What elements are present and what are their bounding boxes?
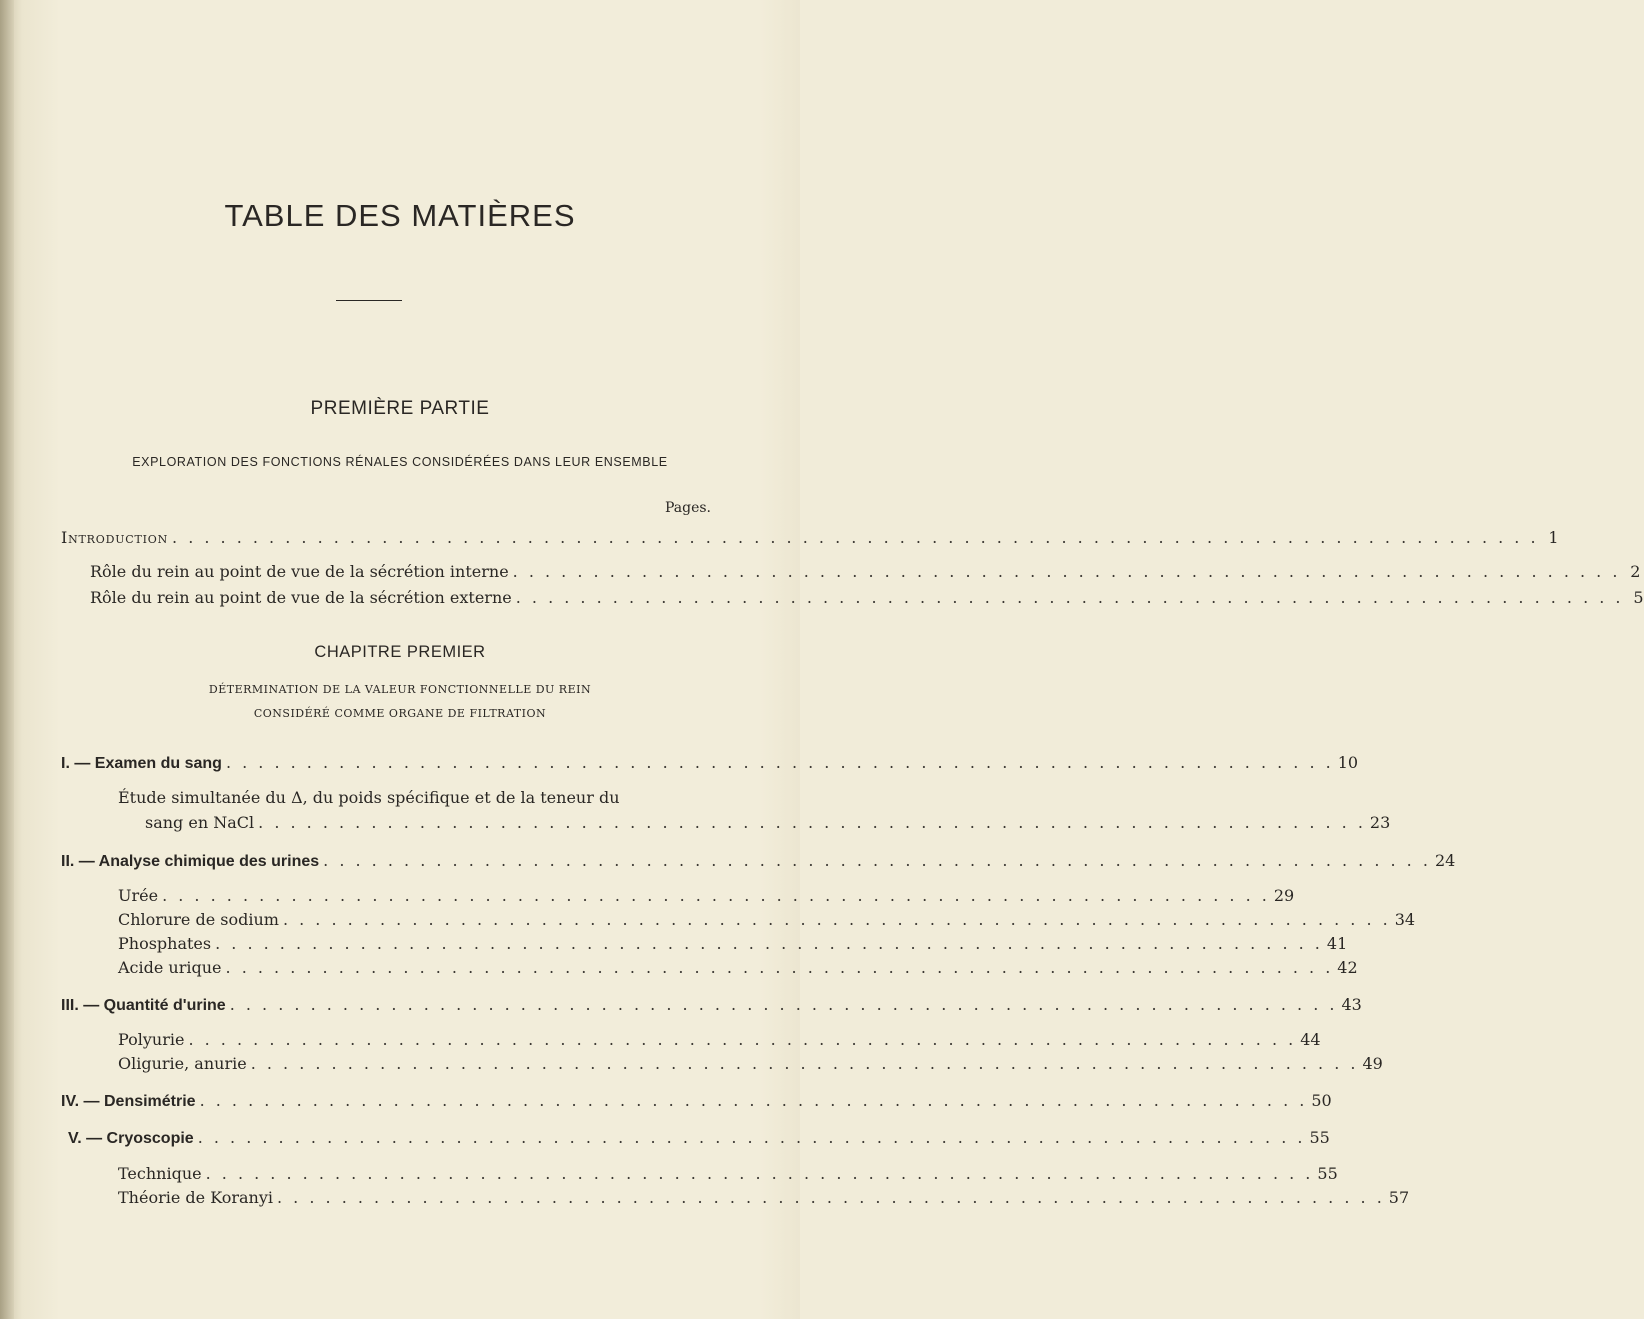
toc-entry-text: Rôle du rein au point de vue de la sécrétion externe <box>90 588 512 607</box>
toc-page-number: 24 <box>1434 851 1456 870</box>
toc-page-number: 23 <box>1369 813 1391 832</box>
chapter-title: CHAPITRE PREMIER <box>314 643 486 661</box>
toc-page-number: 2 <box>1630 562 1641 581</box>
toc-entry <box>90 562 1641 581</box>
leader-dots: . . . . . . . . . . . . . . . . . . . . . . . . . . . . . . . . . . . . . . . . . . . . . . . . . . . . . . . . . . . . . . . . . . . . . <box>229 995 1338 1014</box>
leader-dots: . . . . . . . . . . . . . . . . . . . . . . . . . . . . . . . . . . . . . . . . . . . . . . . . . . . . . . . . . . . . . . . . . . . . . <box>188 1030 1297 1049</box>
toc-entry-text: Acide urique <box>118 958 222 977</box>
pages-column-label: Pages. <box>664 500 711 516</box>
leader-dots: . . . . . . . . . . . . . . . . . . . . . . . . . . . . . . . . . . . . . . . . . . . . . . . . . . . . . . . . . . . . . . . . . . . . . <box>199 1091 1308 1110</box>
toc-page-number: 42 <box>1337 958 1358 977</box>
leader-dots: . . . . . . . . . . . . . . . . . . . . . . . . . . . . . . . . . . . . . . . . . . . . . . . . . . . . . . . . . . . . . . . . . . . . . <box>197 1128 1306 1147</box>
toc-entry <box>118 886 1295 905</box>
toc-section-entry <box>61 753 1359 773</box>
toc-entry-text: III. — Quantité d'urine <box>61 997 226 1014</box>
leader-dots: . . . . . . . . . . . . . . . . . . . . . . . . . . . . . . . . . . . . . . . . . . . . . . . . . . . . . . . . . . . . . . . . . . . . . . . . . . . . . . . . . . . . . <box>172 528 1539 547</box>
page-title: TABLE DES MATIÈRES <box>224 198 576 233</box>
toc-entry-text: Urée <box>118 886 159 905</box>
toc-entry <box>145 813 1391 832</box>
chapter-subtitle: DÉTERMINATION DE LA VALEUR FONCTIONNELLE DU REIN <box>208 683 592 696</box>
leader-dots: . . . . . . . . . . . . . . . . . . . . . . . . . . . . . . . . . . . . . . . . . . . . . . . . . . . . . . . . . . . . . . . . . . . . . <box>512 562 1621 581</box>
leader-dots: . . . . . . . . . . . . . . . . . . . . . . . . . . . . . . . . . . . . . . . . . . . . . . . . . . . . . . . . . . . . . . . . . . . . . <box>282 910 1391 929</box>
title-rule <box>336 300 402 301</box>
leader-dots: . . . . . . . . . . . . . . . . . . . . . . . . . . . . . . . . . . . . . . . . . . . . . . . . . . . . . . . . . . . . . . . . . . . . . <box>250 1054 1359 1073</box>
toc-entry <box>118 934 1348 953</box>
toc-section-entry <box>61 995 1362 1015</box>
toc-entry <box>90 588 1644 607</box>
toc-entry-text: Polyurie <box>118 1030 185 1049</box>
toc-entry-text: Introduction <box>61 528 169 547</box>
toc-entry-text: Théorie de Koranyi <box>118 1188 273 1207</box>
leader-dots: . . . . . . . . . . . . . . . . . . . . . . . . . . . . . . . . . . . . . . . . . . . . . . . . . . . . . . . . . . . . . . . . . . . . . <box>225 958 1334 977</box>
toc-section-entry <box>61 1091 1332 1111</box>
toc-page-number: 41 <box>1326 934 1348 953</box>
toc-page-number: 57 <box>1388 1188 1410 1207</box>
toc-entry-text: Chlorure de sodium <box>118 910 279 929</box>
chapter-subtitle: CONSIDÉRÉ COMME ORGANE DE FILTRATION <box>253 707 547 720</box>
toc-entry <box>118 1030 1321 1049</box>
toc-entry-text: II. — Analyse chimique des urines <box>61 853 320 870</box>
toc-entry-text: Oligurie, anurie <box>118 1054 247 1073</box>
toc-page-number: 34 <box>1394 910 1416 929</box>
toc-entry-text: V. — Cryoscopie <box>68 1130 194 1147</box>
toc-page-number: 55 <box>1317 1164 1338 1183</box>
leader-dots: . . . . . . . . . . . . . . . . . . . . . . . . . . . . . . . . . . . . . . . . . . . . . . . . . . . . . . . . . . . . . . . . . . . . . <box>515 588 1624 607</box>
toc-entry-text: I. — Examen du sang <box>61 755 222 772</box>
toc-section-entry <box>61 851 1456 871</box>
toc-page-number: 1 <box>1548 528 1559 547</box>
toc-entry <box>118 910 1416 929</box>
leader-dots: . . . . . . . . . . . . . . . . . . . . . . . . . . . . . . . . . . . . . . . . . . . . . . . . . . . . . . . . . . . . . . . . . . . . . <box>258 813 1366 832</box>
toc-page-number: 49 <box>1362 1054 1383 1073</box>
toc-entry-text: Rôle du rein au point de vue de la sécrétion interne <box>90 562 509 581</box>
part-subtitle: EXPLORATION DES FONCTIONS RÉNALES CONSIDÉRÉES DANS LEUR ENSEMBLE <box>132 455 668 469</box>
toc-entry-text: sang en NaCl <box>145 813 255 832</box>
toc-entry-text: Technique <box>118 1164 202 1183</box>
toc-section-entry <box>68 1128 1330 1148</box>
toc-entry-text: Phosphates <box>118 934 212 953</box>
toc-entry <box>118 788 711 807</box>
toc-page-number: 29 <box>1273 886 1295 905</box>
toc-entry-text: IV. — Densimétrie <box>61 1093 196 1110</box>
toc-entry <box>118 958 1358 977</box>
leader-dots: . . . . . . . . . . . . . . . . . . . . . . . . . . . . . . . . . . . . . . . . . . . . . . . . . . . . . . . . . . . . . . . . . . . . . <box>162 886 1270 905</box>
toc-page-number: 5 <box>1633 588 1644 607</box>
toc-entry-text: Étude simultanée du Δ, du poids spécifique et de la teneur du <box>118 788 620 807</box>
toc-page-number: 10 <box>1337 753 1359 772</box>
toc-page-number: 50 <box>1311 1091 1332 1110</box>
toc-page-number: 43 <box>1341 995 1362 1014</box>
part-title: PREMIÈRE PARTIE <box>310 398 490 419</box>
leader-dots: . . . . . . . . . . . . . . . . . . . . . . . . . . . . . . . . . . . . . . . . . . . . . . . . . . . . . . . . . . . . . . . . . . . . . <box>225 753 1334 772</box>
leader-dots: . . . . . . . . . . . . . . . . . . . . . . . . . . . . . . . . . . . . . . . . . . . . . . . . . . . . . . . . . . . . . . . . . . . . . <box>205 1164 1314 1183</box>
toc-page-number: 44 <box>1300 1030 1321 1049</box>
leader-dots: . . . . . . . . . . . . . . . . . . . . . . . . . . . . . . . . . . . . . . . . . . . . . . . . . . . . . . . . . . . . . . . . . . . . . <box>277 1188 1385 1207</box>
toc-entry <box>118 1054 1383 1073</box>
leader-dots: . . . . . . . . . . . . . . . . . . . . . . . . . . . . . . . . . . . . . . . . . . . . . . . . . . . . . . . . . . . . . . . . . . . . . <box>215 934 1323 953</box>
toc-entry <box>118 1164 1338 1183</box>
toc-entry <box>118 1188 1410 1207</box>
toc-entry-introduction <box>61 528 1559 547</box>
leader-dots: . . . . . . . . . . . . . . . . . . . . . . . . . . . . . . . . . . . . . . . . . . . . . . . . . . . . . . . . . . . . . . . . . . . . . <box>323 851 1431 870</box>
toc-page-number: 55 <box>1309 1128 1330 1147</box>
